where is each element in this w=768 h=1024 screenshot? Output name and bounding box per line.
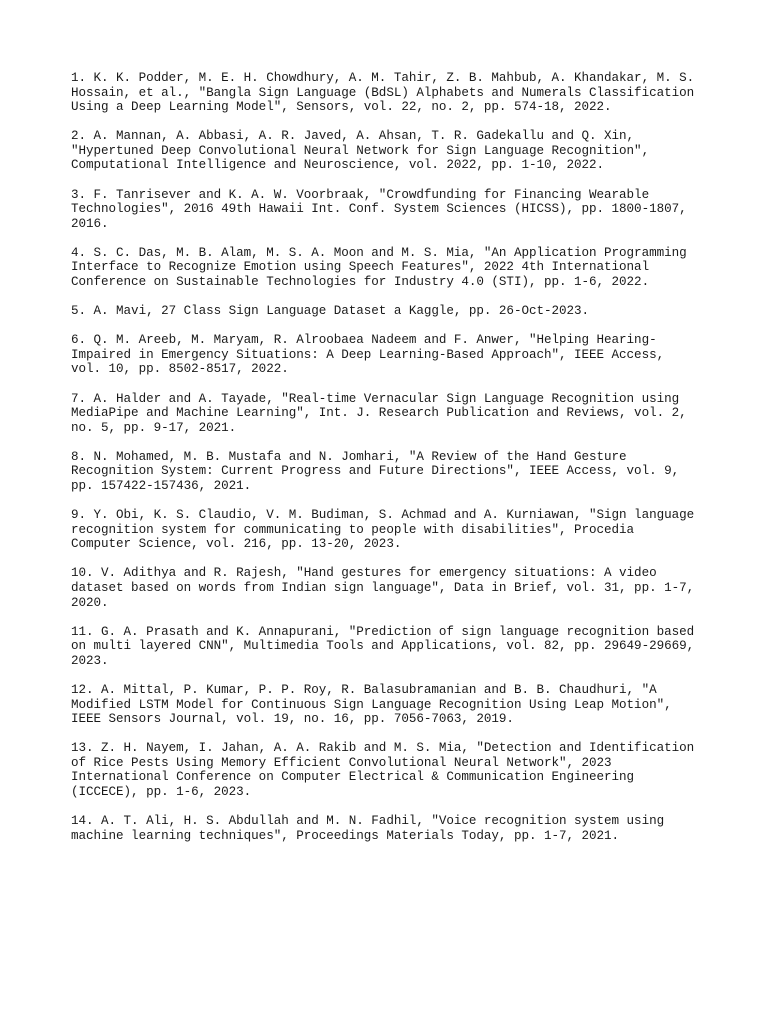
reference-4: 4. S. C. Das, M. B. Alam, M. S. A. Moon and M. S. Mia, "An Application Programming Interface to Recognize Emotion using Speech Features", 2022 4th International Conference on Sustainable Technologies for Industry 4.0 (STI), pp. 1-6, 2022. <box>71 245 687 290</box>
reference-10: 10. V. Adithya and R. Rajesh, "Hand gestures for emergency situations: A video dataset based on words from Indian sign language", Data in Brief, vol. 31, pp. 1-7, 2020. <box>71 566 695 610</box>
reference-8: 8. N. Mohamed, M. B. Mustafa and N. Jomhari, "A Review of the Hand Gesture Recognition System: Current Progress and Future Directions", IEEE Access, vol. 9, pp. 157422-157436, 2021. <box>71 449 680 493</box>
reference-5: 5. A. Mavi, 27 Class Sign Language Dataset a Kaggle, pp. 26-Oct-2023. <box>71 304 590 319</box>
reference-list <box>71 71 701 858</box>
reference-14: 14. A. T. Ali, H. S. Abdullah and M. N. Fadhil, "Voice recognition system using machine learning techniques", Proceedings Materials Today, pp. 1-7, 2021. <box>71 814 665 843</box>
reference-2: 2. A. Mannan, A. Abbasi, A. R. Javed, A. Ahsan, T. R. Gadekallu and Q. Xin, "Hypertuned Deep Convolutional Neural Network for Sign Language Recognition", Computational Intelligence and Neuroscience, vol. 2022, pp. 1-10, 2022. <box>71 129 650 173</box>
reference-13: 13. Z. H. Nayem, I. Jahan, A. A. Rakib and M. S. Mia, "Detection and Identification of Rice Pests Using Memory Efficient Convolutional Neural Network", 2023 International Conference on Computer Electrical & Communication Engineering (ICCECE), pp. 1-6, 2023. <box>71 741 695 799</box>
reference-3: 3. F. Tanrisever and K. A. W. Voorbraak, "Crowdfunding for Financing Wearable Technologies", 2016 49th Hawaii Int. Conf. System Sciences (HICSS), pp. 1800-1807, 2016. <box>71 187 687 231</box>
reference-12: 12. A. Mittal, P. Kumar, P. P. Roy, R. Balasubramanian and B. B. Chaudhuri, "A Modified LSTM Model for Continuous Sign Language Recognition Using Leap Motion", IEEE Sensors Journal, vol. 19, no. 16, pp. 7056-7063, 2019. <box>71 682 672 727</box>
reference-7: 7. A. Halder and A. Tayade, "Real-time Vernacular Sign Language Recognition using MediaPipe and Machine Learning", Int. J. Research Publication and Reviews, vol. 2, no. 5, pp. 9-17, 2021. <box>71 391 687 435</box>
reference-6: 6. Q. M. Areeb, M. Maryam, R. Alroobaea Nadeem and F. Anwer, "Helping Hearing- Impaired in Emergency Situations: A Deep Learning-Based Approach", IEEE Access, vol. 10, pp. 8502-8517, 2022. <box>71 333 665 377</box>
reference-9: 9. Y. Obi, K. S. Claudio, V. M. Budiman, S. Achmad and A. Kurniawan, "Sign language recognition system for communicating to people with disabilities", Procedia Computer Science, vol. 216, pp. 13-20, 2023. <box>71 508 695 552</box>
reference-1: 1. K. K. Podder, M. E. H. Chowdhury, A. M. Tahir, Z. B. Mahbub, A. Khandakar, M. S. Hossain, et al., "Bangla Sign Language (BdSL) Alphabets and Numerals Classification Using a Deep Learning Model", Sensors, vol. 22, no. 2, pp. 574-18, 2022. <box>71 71 695 115</box>
reference-11: 11. G. A. Prasath and K. Annapurani, "Prediction of sign language recognition based on multi layered CNN", Multimedia Tools and Applications, vol. 82, pp. 29649-29669, 2023. <box>71 624 695 668</box>
